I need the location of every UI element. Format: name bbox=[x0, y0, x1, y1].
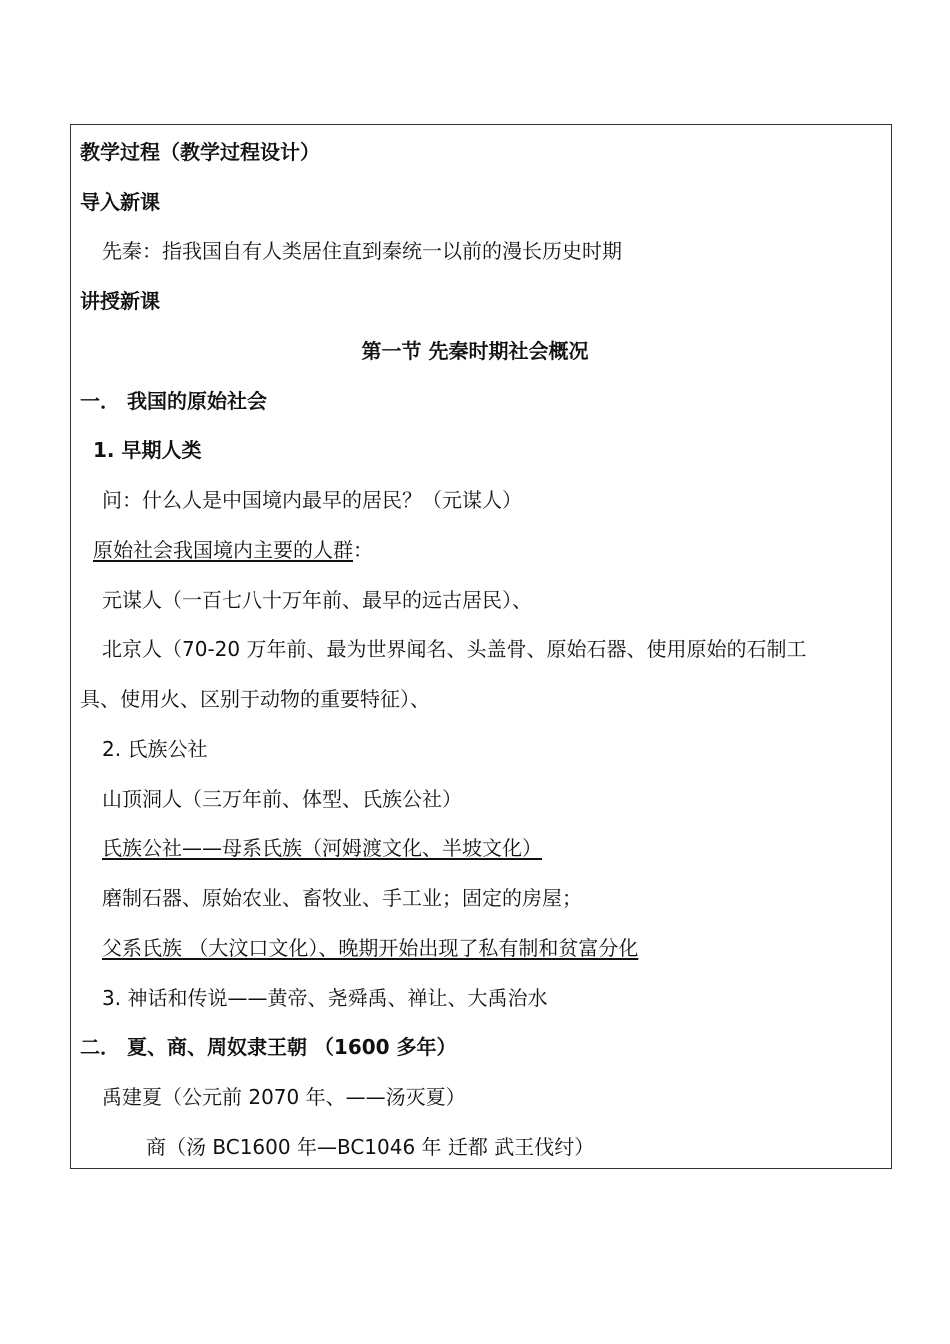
intro-text: 先秦：指我国自有人类居住直到秦统一以前的漫长历史时期 bbox=[102, 239, 622, 263]
item3-line: 3. 神话和传说——黄帝、尧舜禹、禅让、大禹治水 bbox=[102, 986, 548, 1010]
groups-label: 原始社会我国境内主要的人群 bbox=[93, 538, 353, 562]
groups-line bbox=[93, 537, 373, 563]
shanding-line: 山顶洞人（三万年前、体型、氏族公社） bbox=[102, 787, 462, 811]
matriarchal-line: 氏族公社——母系氏族（河姆渡文化、半坡文化） bbox=[102, 836, 542, 860]
xia-line: 禹建夏（公元前 2070 年、——汤灭夏） bbox=[102, 1085, 466, 1109]
heading-lecture: 讲授新课 bbox=[80, 289, 160, 313]
shang-line: 商（汤 BC1600 年—BC1046 年 迁都 武王伐纣） bbox=[146, 1135, 595, 1159]
question-line: 问：什么人是中国境内最早的居民？（元谋人） bbox=[102, 488, 522, 512]
yuanmou-line: 元谋人（一百七八十万年前、最早的远古居民）、 bbox=[102, 588, 532, 612]
beijing-line-2: 具、使用火、区别于动物的重要特征）、 bbox=[80, 687, 430, 711]
heading-intro: 导入新课 bbox=[80, 190, 160, 214]
part2-title: 二． 夏、商、周奴隶王朝 （1600 多年） bbox=[80, 1035, 457, 1059]
heading-teaching-process: 教学过程（教学过程设计） bbox=[80, 140, 320, 164]
groups-colon: ： bbox=[353, 538, 373, 562]
section-title: 第一节 先秦时期社会概况 bbox=[361, 339, 589, 363]
tools-line: 磨制石器、原始农业、畜牧业、手工业；固定的房屋； bbox=[102, 886, 582, 910]
item1-title: 1. 早期人类 bbox=[93, 438, 202, 462]
patriarchal-line: 父系氏族 （大汶口文化）、晚期开始出现了私有制和贫富分化 bbox=[102, 936, 639, 960]
item2-title: 2. 氏族公社 bbox=[102, 737, 208, 761]
beijing-line-1: 北京人（70-20 万年前、最为世界闻名、头盖骨、原始石器、使用原始的石制工 bbox=[102, 637, 807, 661]
part1-title: 一． 我国的原始社会 bbox=[80, 389, 267, 413]
